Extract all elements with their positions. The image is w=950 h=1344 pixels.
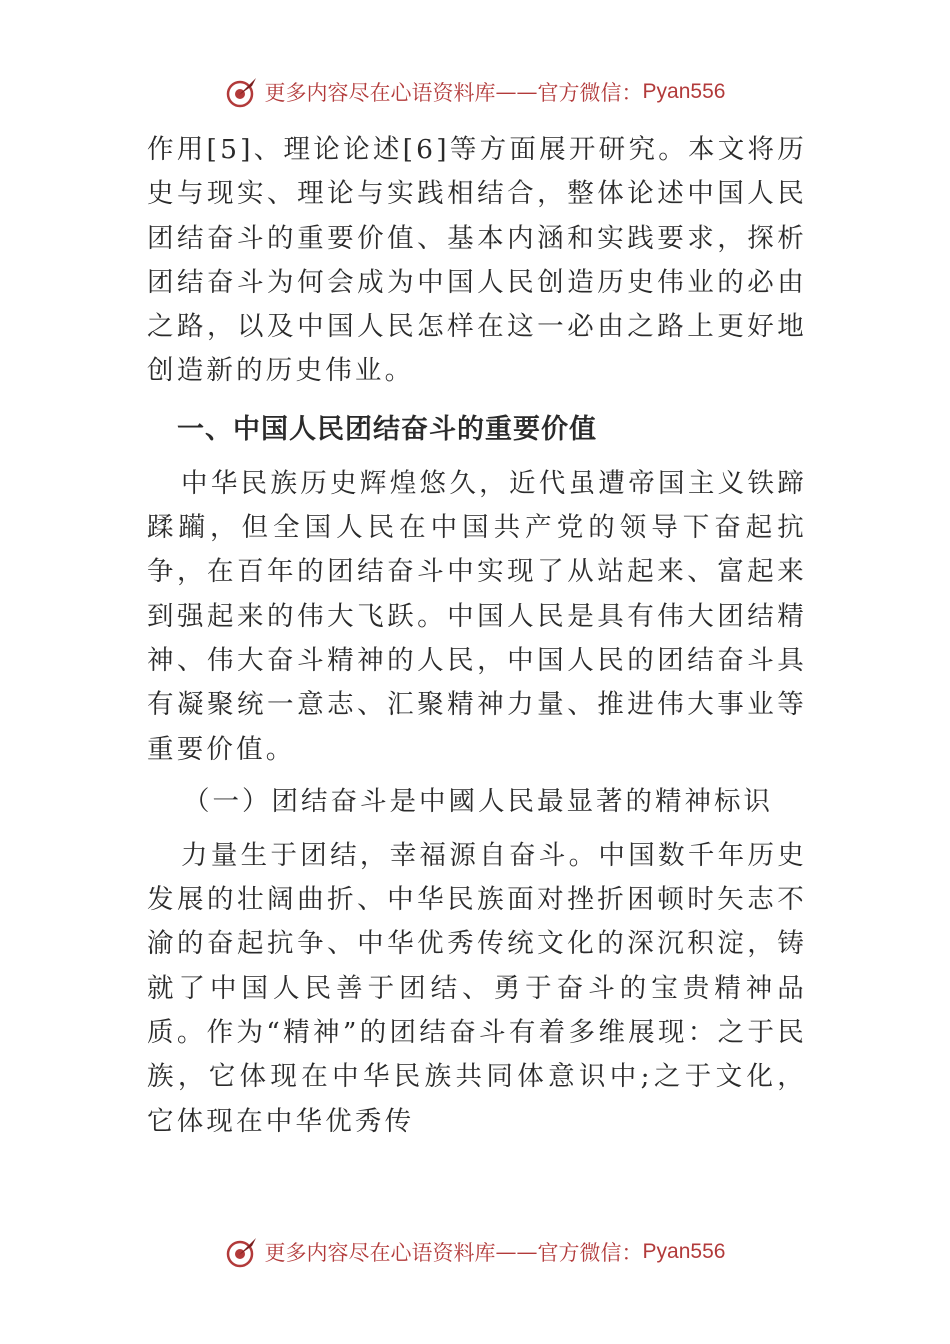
footer-brand: 更多内容尽在心语资料库 [264, 1241, 496, 1265]
paragraph-intro-continued: 作用[5]、理论论述[6]等方面展开研究。本文将历史与现实、理论与实践相结合，整体论述中国人民团结奋斗的重要价值、基本内涵和实践要求，探析团结奋斗为何会成为中国人民创造历史伟业的必由之路，以及中国人民怎样在这一必由之路上更好地创造新的历史伟业。 [147, 134, 807, 387]
section-heading-1: 一、中国人民团结奋斗的重要价值 [177, 413, 597, 445]
paragraph-subsection-1-1: 力量生于团结，幸福源自奋斗。中国数千年历史发展的壮阔曲折、中华民族面对挫折困顿时矢志不渝的奋起抗争、中华优秀传统文化的深沉积淀，铸就了中国人民善于团结、勇于奋斗的宝贵精神品质。作为“精神”的团结奋斗有着多维展现：之于民族，它体现在中华民族共同体意识中;之于文化，它体现在中华优秀传 [147, 839, 807, 1137]
header-wechat-id: Pyan556 [642, 80, 726, 103]
header-banner [0, 72, 950, 112]
footer-dash: —— [495, 1240, 538, 1264]
footer-banner [0, 1232, 950, 1272]
header-brand: 更多内容尽在心语资料库 [264, 81, 496, 105]
header-wechat-label: 官方微信： [537, 81, 643, 105]
paragraph-section-1: 中华民族历史辉煌悠久，近代虽遭帝国主义铁蹄蹂躏，但全国人民在中国共产党的领导下奋起抗争，在百年的团结奋斗中实现了从站起来、富起来到强起来的伟大飞跃。中国人民是具有伟大团结精神、伟大奋斗精神的人民，中国人民的团结奋斗具有凝聚统一意志、汇聚精神力量、推进伟大事业等重要价值。 [147, 467, 807, 765]
footer-wechat-label: 官方微信： [537, 1241, 643, 1265]
footer-wechat-id: Pyan556 [642, 1240, 726, 1263]
subsection-heading-1-1: （一）团结奋斗是中國人民最显著的精神标识 [183, 785, 773, 817]
quill-logo-icon [225, 75, 259, 109]
document-body [147, 128, 807, 1144]
quill-logo-icon [225, 1235, 259, 1269]
header-dash: —— [495, 80, 538, 104]
